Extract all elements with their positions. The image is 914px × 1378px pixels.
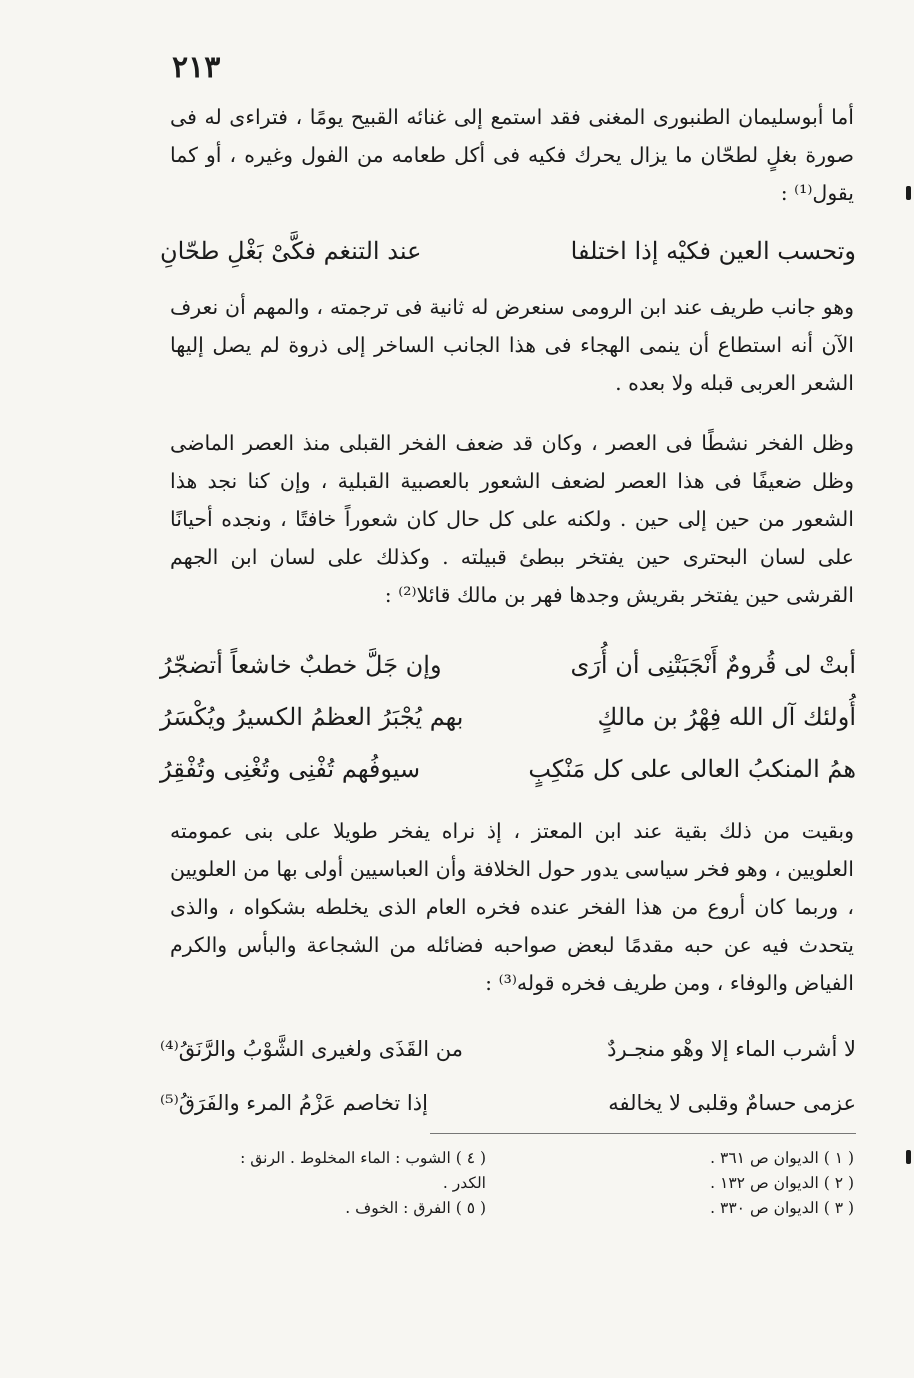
paragraph-3: وظل الفخر نشطًا فى العصر ، وكان قد ضعف الفخر القبلى منذ العصر الماضى وظل ضعيفًا فى هذا العصر لضعف الشعور بالعصبية القبلية ، وإن كنا نجد هذا الشعور من حين إلى حين . ولكنه على كل حال كان شعوراً خافتًا ، ونجده أحيانًا على لسان البحترى حين يفتخر ببطئ قبيلته . وكذلك على لسان ابن الجهم القرشى حين يفتخر بقريش وجدها فهر بن مالك قائلا⁽²⁾ : bbox=[170, 431, 854, 607]
verse-4-first-hemistich: همُ المنكبُ العالى على كل مَنْكِبٍ bbox=[528, 755, 856, 783]
verse-line-2 bbox=[160, 642, 856, 688]
verse-line-4 bbox=[160, 746, 856, 792]
verse-6-second-hemistich: إذا تخاصم عَزْمُ المرء والفَرَقُ⁽⁵⁾ bbox=[160, 1091, 428, 1115]
verse-line-5 bbox=[160, 1026, 856, 1072]
footnote-5: ( ٥ ) الفرق : الخوف . bbox=[345, 1199, 486, 1217]
footnote-1: ( ١ ) الديوان ص ٣٦١ . bbox=[710, 1149, 854, 1167]
footnotes-right-column bbox=[654, 1146, 854, 1221]
footnote-4: ( ٤ ) الشوب : الماء المخلوط . الرنق : bbox=[240, 1149, 486, 1167]
scan-edge-mark bbox=[906, 186, 911, 200]
verse-line-3 bbox=[160, 694, 856, 740]
verse-5-second-hemistich: من القَذَى ولغيرى الشَّوْبُ والرَّنَقُ⁽⁴⁾ bbox=[160, 1037, 463, 1061]
scan-edge-mark bbox=[906, 1150, 911, 1164]
footnotes-left-column bbox=[186, 1146, 486, 1221]
verse-5-first-hemistich: لا أشرب الماء إلا وهْو منجـردٌ bbox=[607, 1037, 856, 1061]
footnote-divider bbox=[430, 1133, 856, 1134]
footnote-4-continued: الكدر . bbox=[442, 1174, 486, 1192]
verse-3-second-hemistich: بهم يُجْبَرُ العظمُ الكسيرُ ويُكْسَرُ bbox=[160, 703, 464, 731]
verse-1-second-hemistich: عند التنغم فكَّىْ بَغْلِ طحّانِ bbox=[160, 237, 422, 265]
page-number: ٢١٣ bbox=[172, 50, 221, 85]
verse-4-second-hemistich: سيوفُهم تُفْنِى وتُغْنِى وتُفْقِرُ bbox=[160, 755, 421, 783]
verse-line-1 bbox=[160, 228, 856, 274]
paragraph-4: وبقيت من ذلك بقية عند ابن المعتز ، إذ نراه يفخر طويلا على بنى عمومته العلويين ، وهو فخر سياسى يدور حول الخلافة وأن العباسيين أولى بها من العلويين ، وربما كان أروع من هذا الفخر عنده فخره العام الذى يخلطه بشكواه ، والذى يتحدث فيه عن حبه مقدمًا لبعض صواحبه فضائله من الشجاعة والبأس والكرم الفياض والوفاء ، ومن طريف فخره قوله⁽³⁾ : bbox=[170, 819, 854, 995]
footnote-2: ( ٢ ) الديوان ص ١٣٢ . bbox=[710, 1174, 854, 1192]
verse-3-first-hemistich: أُولئك آل الله فِهْرُ بن مالكٍ bbox=[597, 703, 856, 731]
paragraph-1: أما أبوسليمان الطنبورى المغنى فقد استمع إلى غنائه القبيح يومًا ، فتراءى له فى صورة بغلٍ لطحّان ما يزال يحرك فكيه فى أكل طعامه من الفول وغيره ، أو كما يقول⁽¹⁾ : bbox=[170, 105, 854, 205]
paragraph-2: وهو جانب طريف عند ابن الرومى سنعرض له ثانية فى ترجمته ، والمهم أن نعرف الآن أنه استطاع أن ينمى الهجاء فى هذا الجانب الساخر إلى ذروة لم يصل إليها الشعر العربى قبله ولا بعده . bbox=[170, 295, 854, 395]
verse-2-first-hemistich: أبتْ لى قُرومٌ أَنْجَبَتْنِى أن أُرَى bbox=[570, 651, 856, 679]
verse-line-6 bbox=[160, 1080, 856, 1126]
footnote-3: ( ٣ ) الديوان ص ٣٣٠ . bbox=[710, 1199, 854, 1217]
verse-6-first-hemistich: عزمى حسامٌ وقلبى لا يخالفه bbox=[608, 1091, 856, 1115]
verse-2-second-hemistich: وإن جَلَّ خطبٌ خاشعاً أتضجّرُ bbox=[160, 651, 442, 679]
verse-1-first-hemistich: وتحسب العين فكيْه إذا اختلفا bbox=[570, 237, 856, 265]
